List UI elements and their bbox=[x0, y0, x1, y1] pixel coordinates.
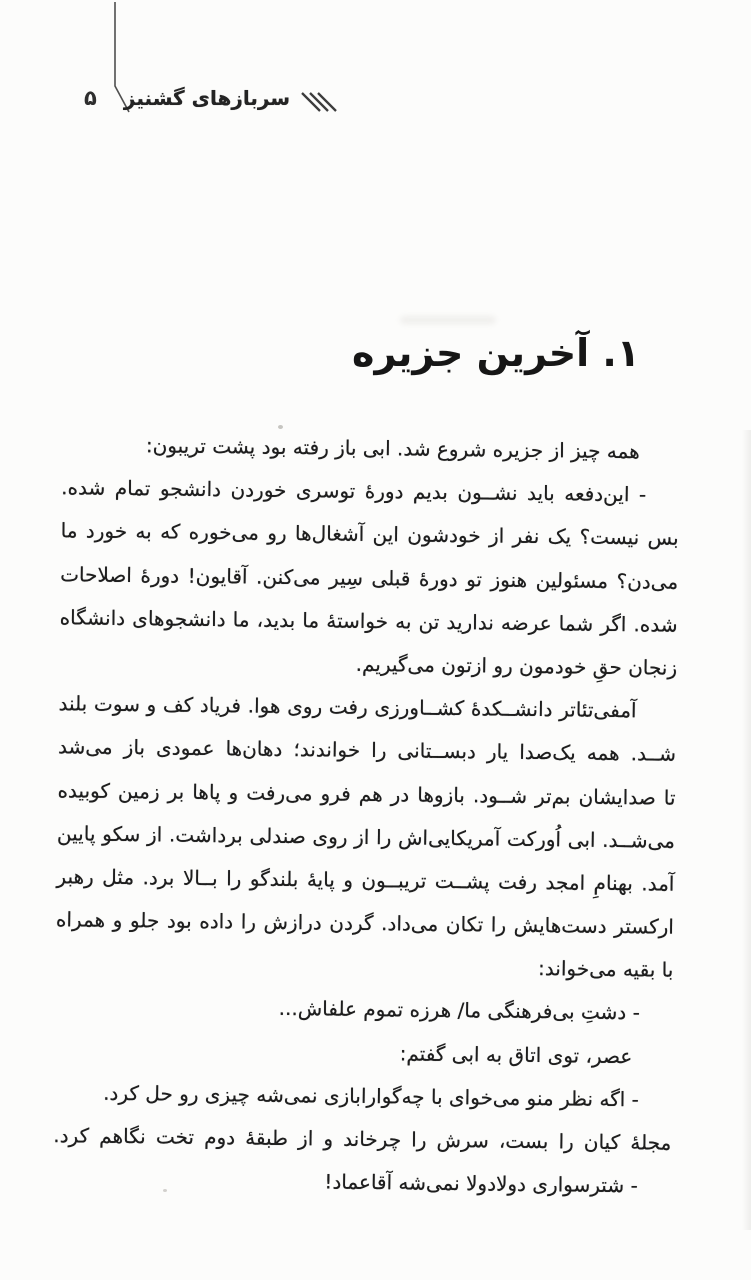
body-text bbox=[53, 423, 680, 1208]
text-line: آمفی‌تئاتر دانشــکدهٔ کشــاورزی رفت روی هوا. فریاد کف و سوت بلند bbox=[58, 691, 637, 723]
text-line: مجلهٔ کیان را بست، سرش را چرخاند و از طبقهٔ دوم تخت نگاهم کرد. bbox=[53, 1123, 672, 1155]
running-head-book-title: سربازهای گشنیز bbox=[123, 86, 290, 110]
text-line: - اگه نظر منو می‌خوای با چه‌گوارابازی نمی‌شه چیزی رو حل کرد. bbox=[103, 1080, 639, 1112]
text-line: - شترسواری دولادولا نمی‌شه آقاعماد! bbox=[324, 1169, 638, 1198]
scan-edge-shadow bbox=[742, 430, 751, 1230]
text-line: - دشتِ بی‌فرهنگی ما/ هرزه تموم علفاش... bbox=[278, 996, 641, 1025]
text-line: می‌شــد. ابی اُورکت آمریکایی‌اش را از روی صندلی برداشت. از سکو پایین bbox=[56, 820, 676, 853]
text-line: عصر، توی اتاق به ابی گفتم: bbox=[399, 1041, 633, 1068]
scan-smudge bbox=[400, 316, 496, 324]
text-line: شــد. همه یک‌صدا یار دبســتانی را خواندند؛ دهان‌ها عمودی باز می‌شد bbox=[57, 734, 677, 767]
triple-slash-icon bbox=[299, 88, 347, 116]
text-line: آمد. بهنامِ امجد رفت پشــت تریبــون و پایهٔ بلندگو را بــالا برد. مثل رهبر bbox=[56, 864, 675, 896]
text-line: زنجان حقِ خودمون رو ازتون می‌گیریم. bbox=[355, 651, 678, 680]
text-line: بس نیست؟ یک نفر از خودشون این آشغال‌ها رو می‌خوره که به خورد ما bbox=[60, 518, 679, 551]
text-line: ارکستر دست‌هایش را تکان می‌داد. گردن درازش را داده بود جلو و همراه bbox=[55, 907, 675, 939]
text-line: شده. اگر شما عرضه ندارید تن به خواستهٔ ما بدید، ما دانشجوهای دانشگاه bbox=[59, 604, 678, 637]
text-line: - این‌دفعه باید نشــون بدیم دورهٔ توسری خوردن دانشجو تمام شده. bbox=[61, 475, 647, 507]
text-line: می‌دن؟ مسئولین هنوز تو دورهٔ قبلی سِیر می‌کنن. آقایون! دورهٔ اصلاحات bbox=[60, 561, 679, 594]
text-line: تا صدایشان بم‌تر شــود. بازوها در هم فرو می‌رفت و پاها بر زمین کوبیده bbox=[57, 777, 676, 810]
page-number: ۵ bbox=[84, 86, 97, 110]
text-line: همه چیز از جزیره شروع شد. ابی باز رفته بود پشت تریبون: bbox=[145, 433, 640, 464]
text-line: با بقیه می‌خواند: bbox=[537, 956, 674, 982]
chapter-title: ۱. آخرین جزیره bbox=[352, 331, 640, 375]
